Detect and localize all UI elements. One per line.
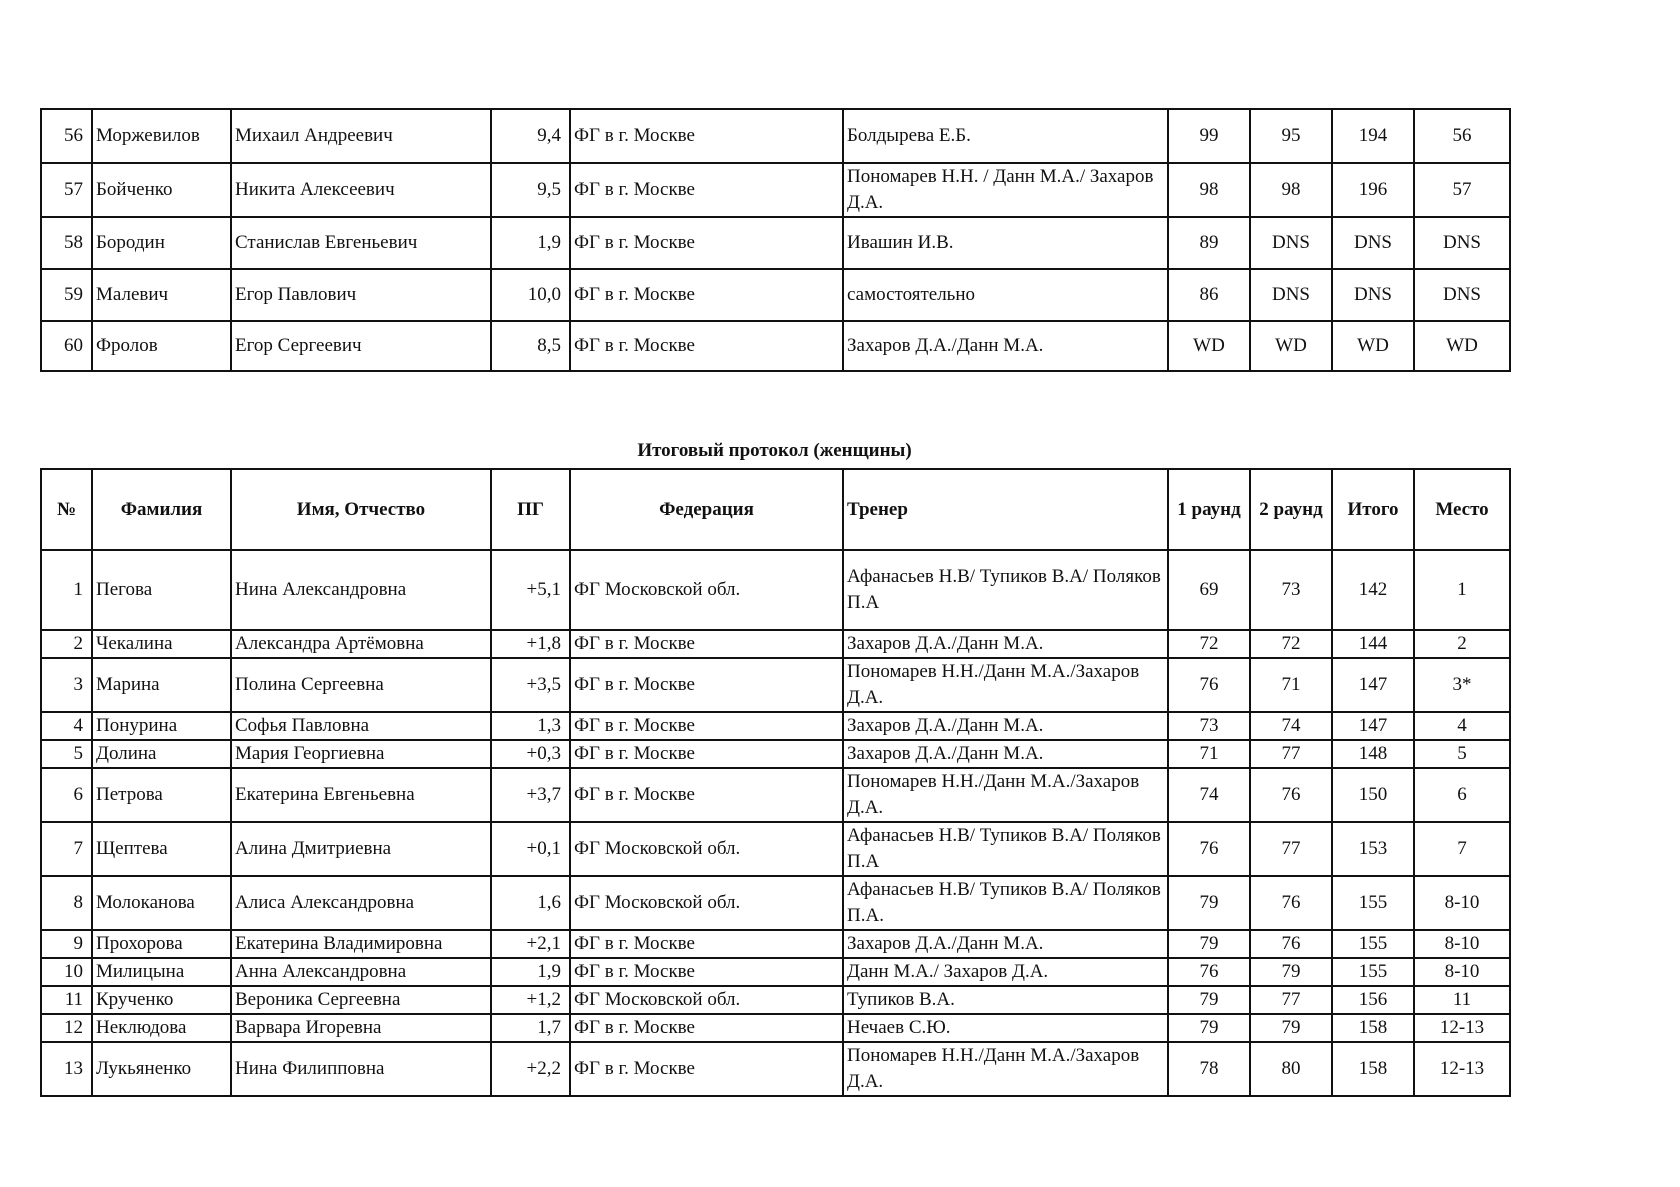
federation-cell: ФГ Московской обл. [570, 986, 843, 1014]
round-2-cell: 76 [1250, 876, 1332, 930]
name-cell: Михаил Андреевич [231, 109, 491, 163]
federation-cell: ФГ в г. Москве [570, 321, 843, 371]
federation-cell: ФГ в г. Москве [570, 217, 843, 269]
row-number-cell: 59 [41, 269, 92, 321]
surname-cell: Понурина [92, 712, 231, 740]
federation-cell: ФГ Московской обл. [570, 822, 843, 876]
federation-cell: ФГ в г. Москве [570, 740, 843, 768]
federation-cell: ФГ в г. Москве [570, 109, 843, 163]
coach-cell: Болдырева Е.Б. [843, 109, 1168, 163]
place-cell: 6 [1414, 768, 1510, 822]
table-row [41, 321, 1510, 371]
name-cell: Мария Георгиевна [231, 740, 491, 768]
total-cell: 156 [1332, 986, 1414, 1014]
name-cell: Алина Дмитриевна [231, 822, 491, 876]
pg-cell: +3,5 [491, 658, 570, 712]
round-2-cell: 80 [1250, 1042, 1332, 1096]
total-cell: 153 [1332, 822, 1414, 876]
surname-cell: Молоканова [92, 876, 231, 930]
pg-cell: 9,5 [491, 163, 570, 217]
row-number-cell: 5 [41, 740, 92, 768]
pg-cell: +1,8 [491, 630, 570, 658]
women-results-table [40, 468, 1511, 1097]
coach-cell: Пономарев Н.Н. / Данн М.А./ Захаров Д.А. [843, 163, 1168, 217]
surname-cell: Милицына [92, 958, 231, 986]
name-cell: Полина Сергеевна [231, 658, 491, 712]
total-cell: 155 [1332, 958, 1414, 986]
name-cell: Нина Александровна [231, 550, 491, 630]
place-cell: 56 [1414, 109, 1510, 163]
row-number-cell: 9 [41, 930, 92, 958]
round-1-cell: 73 [1168, 712, 1250, 740]
federation-cell: ФГ в г. Москве [570, 958, 843, 986]
total-cell: WD [1332, 321, 1414, 371]
round-1-cell: 76 [1168, 958, 1250, 986]
coach-cell: самостоятельно [843, 269, 1168, 321]
pg-cell: +2,1 [491, 930, 570, 958]
surname-cell: Прохорова [92, 930, 231, 958]
surname-cell: Петрова [92, 768, 231, 822]
place-cell: 7 [1414, 822, 1510, 876]
surname-cell: Бородин [92, 217, 231, 269]
pg-cell: +3,7 [491, 768, 570, 822]
coach-cell: Афанасьев Н.В/ Тупиков В.А/ Поляков П.А [843, 822, 1168, 876]
total-cell: 144 [1332, 630, 1414, 658]
round-1-cell: 99 [1168, 109, 1250, 163]
name-cell: Анна Александровна [231, 958, 491, 986]
row-number-cell: 11 [41, 986, 92, 1014]
round-2-cell: 77 [1250, 822, 1332, 876]
total-cell: 155 [1332, 930, 1414, 958]
total-cell: DNS [1332, 217, 1414, 269]
federation-cell: ФГ в г. Москве [570, 768, 843, 822]
header-round-2: 2 раунд [1250, 469, 1332, 550]
pg-cell: 1,6 [491, 876, 570, 930]
pg-cell: 8,5 [491, 321, 570, 371]
table-row [41, 1014, 1510, 1042]
total-cell: 158 [1332, 1042, 1414, 1096]
round-1-cell: 86 [1168, 269, 1250, 321]
round-1-cell: 74 [1168, 768, 1250, 822]
round-1-cell: 72 [1168, 630, 1250, 658]
name-cell: Алиса Александровна [231, 876, 491, 930]
table-row [41, 269, 1510, 321]
place-cell: 1 [1414, 550, 1510, 630]
total-cell: DNS [1332, 269, 1414, 321]
women-table-header-row [41, 469, 1510, 550]
name-cell: Софья Павловна [231, 712, 491, 740]
row-number-cell: 56 [41, 109, 92, 163]
table-row [41, 768, 1510, 822]
round-2-cell: DNS [1250, 269, 1332, 321]
name-cell: Егор Павлович [231, 269, 491, 321]
table-row [41, 658, 1510, 712]
pg-cell: +0,3 [491, 740, 570, 768]
surname-cell: Долина [92, 740, 231, 768]
round-2-cell: WD [1250, 321, 1332, 371]
pg-cell: 1,9 [491, 217, 570, 269]
table-row [41, 217, 1510, 269]
total-cell: 158 [1332, 1014, 1414, 1042]
place-cell: 4 [1414, 712, 1510, 740]
name-cell: Екатерина Владимировна [231, 930, 491, 958]
header-name: Имя, Отчество [231, 469, 491, 550]
table-row [41, 163, 1510, 217]
round-1-cell: 79 [1168, 876, 1250, 930]
round-2-cell: 79 [1250, 1014, 1332, 1042]
header-no: № [41, 469, 92, 550]
row-number-cell: 4 [41, 712, 92, 740]
surname-cell: Бойченко [92, 163, 231, 217]
place-cell: 57 [1414, 163, 1510, 217]
coach-cell: Пономарев Н.Н./Данн М.А./Захаров Д.А. [843, 768, 1168, 822]
header-surname: Фамилия [92, 469, 231, 550]
row-number-cell: 6 [41, 768, 92, 822]
total-cell: 142 [1332, 550, 1414, 630]
header-coach: Тренер [843, 469, 1168, 550]
total-cell: 196 [1332, 163, 1414, 217]
round-1-cell: WD [1168, 321, 1250, 371]
table-row [41, 550, 1510, 630]
place-cell: 5 [1414, 740, 1510, 768]
header-federation: Федерация [570, 469, 843, 550]
name-cell: Екатерина Евгеньевна [231, 768, 491, 822]
coach-cell: Афанасьев Н.В/ Тупиков В.А/ Поляков П.А [843, 550, 1168, 630]
row-number-cell: 7 [41, 822, 92, 876]
table-row [41, 630, 1510, 658]
surname-cell: Моржевилов [92, 109, 231, 163]
round-2-cell: 98 [1250, 163, 1332, 217]
place-cell: 2 [1414, 630, 1510, 658]
table-row [41, 876, 1510, 930]
surname-cell: Неклюдова [92, 1014, 231, 1042]
place-cell: WD [1414, 321, 1510, 371]
round-1-cell: 76 [1168, 658, 1250, 712]
men-table-body [41, 109, 1510, 371]
women-table-body [41, 550, 1510, 1096]
surname-cell: Малевич [92, 269, 231, 321]
header-place: Место [1414, 469, 1510, 550]
name-cell: Нина Филипповна [231, 1042, 491, 1096]
pg-cell: 1,7 [491, 1014, 570, 1042]
row-number-cell: 1 [41, 550, 92, 630]
federation-cell: ФГ в г. Москве [570, 712, 843, 740]
place-cell: 12-13 [1414, 1042, 1510, 1096]
row-number-cell: 2 [41, 630, 92, 658]
place-cell: 12-13 [1414, 1014, 1510, 1042]
federation-cell: ФГ в г. Москве [570, 269, 843, 321]
round-1-cell: 71 [1168, 740, 1250, 768]
federation-cell: ФГ в г. Москве [570, 630, 843, 658]
name-cell: Станислав Евгеньевич [231, 217, 491, 269]
header-total: Итого [1332, 469, 1414, 550]
round-2-cell: 77 [1250, 986, 1332, 1014]
surname-cell: Фролов [92, 321, 231, 371]
coach-cell: Пономарев Н.Н./Данн М.А./Захаров Д.А. [843, 1042, 1168, 1096]
name-cell: Егор Сергеевич [231, 321, 491, 371]
pg-cell: 10,0 [491, 269, 570, 321]
round-1-cell: 76 [1168, 822, 1250, 876]
round-2-cell: DNS [1250, 217, 1332, 269]
surname-cell: Щептева [92, 822, 231, 876]
coach-cell: Захаров Д.А./Данн М.А. [843, 712, 1168, 740]
pg-cell: 9,4 [491, 109, 570, 163]
coach-cell: Ивашин И.В. [843, 217, 1168, 269]
federation-cell: ФГ в г. Москве [570, 930, 843, 958]
pg-cell: +0,1 [491, 822, 570, 876]
federation-cell: ФГ Московской обл. [570, 550, 843, 630]
surname-cell: Марина [92, 658, 231, 712]
total-cell: 148 [1332, 740, 1414, 768]
place-cell: 8-10 [1414, 876, 1510, 930]
coach-cell: Пономарев Н.Н./Данн М.А./Захаров Д.А. [843, 658, 1168, 712]
total-cell: 194 [1332, 109, 1414, 163]
pg-cell: +5,1 [491, 550, 570, 630]
table-row [41, 712, 1510, 740]
round-2-cell: 76 [1250, 930, 1332, 958]
row-number-cell: 58 [41, 217, 92, 269]
table-row [41, 822, 1510, 876]
round-2-cell: 72 [1250, 630, 1332, 658]
federation-cell: ФГ Московской обл. [570, 876, 843, 930]
total-cell: 147 [1332, 658, 1414, 712]
pg-cell: 1,9 [491, 958, 570, 986]
table-row [41, 930, 1510, 958]
federation-cell: ФГ в г. Москве [570, 1042, 843, 1096]
table-row [41, 1042, 1510, 1096]
round-1-cell: 79 [1168, 1014, 1250, 1042]
place-cell: DNS [1414, 269, 1510, 321]
round-2-cell: 76 [1250, 768, 1332, 822]
round-1-cell: 78 [1168, 1042, 1250, 1096]
place-cell: 3* [1414, 658, 1510, 712]
round-1-cell: 69 [1168, 550, 1250, 630]
place-cell: 8-10 [1414, 930, 1510, 958]
row-number-cell: 3 [41, 658, 92, 712]
row-number-cell: 8 [41, 876, 92, 930]
header-pg: ПГ [491, 469, 570, 550]
table-row [41, 986, 1510, 1014]
total-cell: 150 [1332, 768, 1414, 822]
round-2-cell: 74 [1250, 712, 1332, 740]
coach-cell: Захаров Д.А./Данн М.А. [843, 321, 1168, 371]
row-number-cell: 13 [41, 1042, 92, 1096]
round-1-cell: 79 [1168, 930, 1250, 958]
place-cell: DNS [1414, 217, 1510, 269]
coach-cell: Захаров Д.А./Данн М.А. [843, 630, 1168, 658]
round-2-cell: 73 [1250, 550, 1332, 630]
place-cell: 8-10 [1414, 958, 1510, 986]
surname-cell: Лукьяненко [92, 1042, 231, 1096]
coach-cell: Захаров Д.А./Данн М.А. [843, 930, 1168, 958]
round-2-cell: 79 [1250, 958, 1332, 986]
round-2-cell: 71 [1250, 658, 1332, 712]
surname-cell: Чекалина [92, 630, 231, 658]
federation-cell: ФГ в г. Москве [570, 658, 843, 712]
federation-cell: ФГ в г. Москве [570, 1014, 843, 1042]
pg-cell: +2,2 [491, 1042, 570, 1096]
total-cell: 147 [1332, 712, 1414, 740]
pg-cell: 1,3 [491, 712, 570, 740]
surname-cell: Пегова [92, 550, 231, 630]
round-2-cell: 95 [1250, 109, 1332, 163]
row-number-cell: 60 [41, 321, 92, 371]
table-row [41, 109, 1510, 163]
table-row [41, 740, 1510, 768]
row-number-cell: 10 [41, 958, 92, 986]
coach-cell: Захаров Д.А./Данн М.А. [843, 740, 1168, 768]
row-number-cell: 12 [41, 1014, 92, 1042]
surname-cell: Крученко [92, 986, 231, 1014]
pg-cell: +1,2 [491, 986, 570, 1014]
name-cell: Никита Алексеевич [231, 163, 491, 217]
name-cell: Александра Артёмовна [231, 630, 491, 658]
place-cell: 11 [1414, 986, 1510, 1014]
table-row [41, 958, 1510, 986]
round-1-cell: 79 [1168, 986, 1250, 1014]
header-round-1: 1 раунд [1168, 469, 1250, 550]
coach-cell: Тупиков В.А. [843, 986, 1168, 1014]
round-2-cell: 77 [1250, 740, 1332, 768]
round-1-cell: 89 [1168, 217, 1250, 269]
row-number-cell: 57 [41, 163, 92, 217]
name-cell: Вероника Сергеевна [231, 986, 491, 1014]
name-cell: Варвара Игоревна [231, 1014, 491, 1042]
coach-cell: Афанасьев Н.В/ Тупиков В.А/ Поляков П.А. [843, 876, 1168, 930]
coach-cell: Данн М.А./ Захаров Д.А. [843, 958, 1168, 986]
coach-cell: Нечаев С.Ю. [843, 1014, 1168, 1042]
men-results-table [40, 108, 1511, 372]
total-cell: 155 [1332, 876, 1414, 930]
women-table-title: Итоговый протокол (женщины) [637, 440, 912, 461]
round-1-cell: 98 [1168, 163, 1250, 217]
federation-cell: ФГ в г. Москве [570, 163, 843, 217]
